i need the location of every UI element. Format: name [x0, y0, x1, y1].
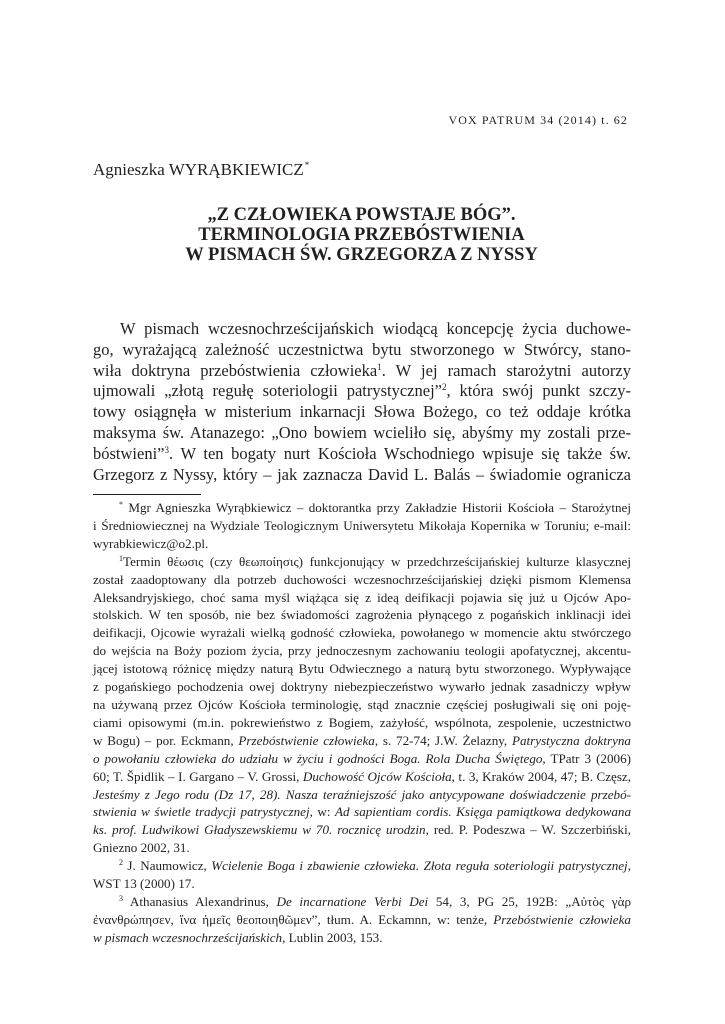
footnote-italic: Duchowość Ojców Kościoła [302, 768, 452, 784]
footnote-text: , s. 72-74; J.W. Żelazny, [374, 732, 512, 748]
title-line: W PISMACH ŚW. GRZEGORZA Z NYSSY [185, 245, 538, 265]
footnote-italic: stwienia w świetle tradycji patrystycznej [93, 804, 310, 820]
footnote-line: ciami opisowymi (m.in. pokrewieństwo z Bogiem, zażyłość, wspólnota, zespolenie, uczestnictwo [93, 714, 631, 730]
body-line: go, wyrażającą zależność uczestnictwa bytu stworzonego w Stwórcy, stano- [93, 339, 631, 359]
footnote-line [93, 499, 631, 517]
footnote-line: na używaną przez Ojców Kościoła terminologię, stąd znacznie częściej posługiwali się oni poję- [93, 696, 631, 712]
author-footnote-mark: * [304, 160, 310, 170]
footnote-separator [93, 494, 201, 495]
footnote-line [93, 732, 631, 750]
body-text-run: . W ten bogaty nurt Kościoła Wschodniego wpisuje się także św. [169, 443, 631, 463]
footnote-line: z pogańskiego pochodzenia owej doktryny niebezpieczeństwo wywarło jednak zasadniczy wpływ [93, 679, 631, 695]
footnote-italic: Przebóstwienie człowieka [238, 732, 375, 748]
footnote-italic: Patrystyczna doktryna [512, 732, 631, 748]
footnote-italic: Ad sapientiam cordis. Księga pamiątkowa dedykowana [335, 804, 631, 820]
footnote-text: Mgr Agnieszka Wyrąbkiewicz – doktorantka przy Zakładzie Historii Kościoła – Starożytnej [123, 500, 631, 515]
footnote-italic: Wcielenie Boga i zbawienie człowieka. Złota reguła soteriologii patrystycznej [211, 858, 628, 874]
title-line: TERMINOLOGIA PRZEBÓSTWIENIA [198, 225, 525, 245]
footnote-italic: o powołaniu człowieka do udziału w życiu i godności Boga. Rola Ducha Świętego [93, 750, 543, 766]
footnote-ref: 2 [441, 382, 447, 393]
footnote-line [93, 803, 631, 821]
footnote-line [93, 750, 631, 768]
footnote-text: w Bogu) – por. Eckmann, [93, 732, 239, 748]
footnote-text: ἐνανθρώπησεν, ἵνα ἡμεῖς θεοποιηθῶμεν”, tłum. A. Eckamnn, w: tenże, [93, 911, 494, 927]
footnote-line [93, 553, 631, 571]
author-name [93, 160, 309, 180]
footnote-text: , Lublin 2003, 153. [282, 929, 383, 945]
body-text-run: , która swój punkt szczy- [446, 381, 631, 401]
author-name-text: Agnieszka WYRĄBKIEWICZ [93, 160, 304, 179]
footnote-line: stolskich. W ten sposób, nie bez świadomości zagrożenia płynącego z pogańskich inklinacji idei [93, 607, 631, 623]
footnote-line: Jesteśmy z Jego rodu (Dz 17, 28). Nasza teraźniejszość jako antycypowane doświadczenie przebó- [93, 786, 631, 802]
body-text-run: wiła doktryna przebóstwienia człowieka [93, 360, 378, 380]
footnote-line [93, 821, 631, 839]
footnote-text: Athanasius Alexandrinus, [123, 893, 277, 909]
footnote-line [93, 768, 631, 786]
footnote-italic: Przebóstwienie człowieka [493, 911, 631, 927]
footnote-text: , w: [309, 804, 336, 820]
footnote-text: J. Naumowicz, [123, 858, 212, 874]
footnote-line [93, 857, 631, 875]
footnote-text: , [627, 858, 631, 874]
footnote-ref: 3 [164, 444, 169, 455]
footnote-mark: 3 [119, 893, 123, 903]
body-text-run: . W jej ramach starożytni autorzy [381, 360, 631, 380]
footnote-mark: * [119, 500, 123, 509]
footnote-text: , TPatr 3 (2006) [542, 750, 631, 766]
footnote-line: deifikacji, Ojcowie wyrażali wielką godność człowieka, powołanego w momencie aktu stwórczego [93, 625, 631, 641]
body-line [93, 444, 631, 465]
body-text-run: ujmowali „złotą regułę soteriologii patrystycznej” [93, 381, 442, 401]
footnote-line: WST 13 (2000) 17. [93, 876, 195, 892]
body-line [93, 361, 631, 382]
footnotes [93, 499, 631, 947]
footnote-line: został zaadoptowany dla potrzeb duchowości wczesnochrześcijańskiej dzięki pismom Klemensa [93, 571, 631, 587]
footnote-italic: ks. prof. Ludwikowi Gładyszewskiemu w 70. rocznicę urodzin [93, 822, 426, 838]
footnote-line: do wejścia na Boży poziom życia, przy jednoczesnym zachowaniu teologii apofatycznej, akcentu- [93, 643, 631, 659]
footnote-text: 60; T. Špidlik – I. Gargano – V. Grossi, [93, 768, 303, 784]
footnote-line [93, 929, 631, 947]
body-paragraph [93, 319, 631, 485]
title-line: „Z CZŁOWIEKA POWSTAJE BÓG”. [207, 205, 516, 225]
footnote-ref: 1 [377, 361, 382, 372]
footnote-text: 54, 3, PG 25, 192B: „Αὐτὸς γὰρ [428, 893, 631, 909]
body-text-run: bóstwieni” [93, 443, 165, 463]
footnote-italic: De incarnatione Verbi Dei [276, 893, 429, 909]
footnote-mark: 1 [119, 553, 123, 563]
body-line: Grzegorz z Nyssy, który – jak zaznacza David L. Balás – świadomie ogranicza [93, 464, 631, 484]
footnote-text: , t. 3, Kraków 2004, 47; B. Częsz, [451, 768, 631, 784]
footnote-line: i Średniowiecznej na Wydziale Teologicznym Uniwersytetu Mikołaja Kopernika w Toruniu; e-mail: [93, 517, 631, 533]
footnote-italic: w pismach wczesnochrześcijańskich [93, 929, 283, 945]
footnote-line: wyrabkiewicz@o2.pl. [93, 535, 209, 551]
footnote-line: Gniezno 2002, 31. [93, 840, 190, 856]
running-header: VOX PATRUM 34 (2014) t. 62 [448, 113, 628, 127]
footnote-line: Aleksandryjskiego, choć sama myśl wiążąca się z ideą deifikacji pojawia się już u Ojców Apo- [93, 589, 631, 605]
article-title [93, 205, 630, 265]
body-line [93, 381, 631, 402]
body-line: maksyma św. Atanazego: „Ono bowiem wcieliło się, abyśmy my zostali prze- [93, 422, 631, 442]
footnote-mark: 2 [119, 858, 123, 868]
footnote-line: jącej istotową różnicę między naturą Bytu Odwiecznego a naturą bytu stworzonego. Wypływające [93, 661, 631, 677]
footnote-text: Termin θέωσις (czy θεωποίησις) funkcjonujący w przedchrześcijańskiej kulturze klasycznej [123, 553, 631, 569]
footnote-text: , red. P. Podeszwa – W. Szczerbiński, [425, 822, 631, 838]
body-line: towy osiągnęła w misterium inkarnacji Słowa Bożego, co też oddaje krótka [93, 402, 631, 422]
body-line: W pismach wczesnochrześcijańskich wiodącą koncepcję życia duchowe- [120, 319, 631, 338]
footnote-line [93, 911, 631, 929]
footnote-line [93, 893, 631, 911]
